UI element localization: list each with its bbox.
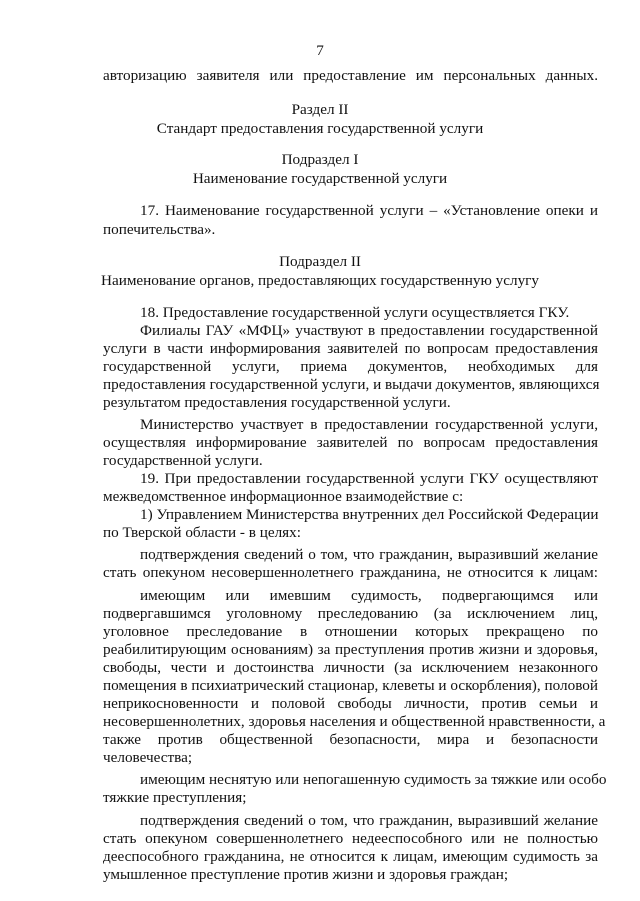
page-number: 7: [316, 42, 324, 59]
paragraph-line: неприкосновенности и половой свободы личности, против семьи и: [103, 695, 598, 712]
paragraph-line: предоставления государственной услуги, и выдачи документов, являющихся: [103, 376, 600, 393]
paragraph-line: уголовное преследование в отношении которых прекращено по: [103, 623, 598, 640]
paragraph-line: человечества;: [103, 749, 193, 766]
paragraph-line: 17. Наименование государственной услуги – «Установление опеки и: [140, 202, 598, 219]
paragraph-line: по Тверской области - в целях:: [103, 524, 301, 541]
subsection-heading: Подраздел II: [279, 253, 361, 270]
paragraph-line: несовершеннолетних, здоровья населения и общественной нравственности, а: [103, 713, 606, 730]
paragraph-line: также против общественной безопасности, мира и безопасности: [103, 731, 598, 748]
text-line: авторизацию заявителя или предоставление им персональных данных.: [103, 67, 598, 84]
paragraph-line: государственной услуги.: [103, 452, 263, 469]
paragraph-line: межведомственное информационное взаимодействие с:: [103, 488, 464, 505]
paragraph-line: имеющим неснятую или непогашенную судимость за тяжкие или особо: [140, 771, 607, 788]
paragraph-line: дееспособного гражданина, не относится к лицам, имеющим судимость за: [103, 848, 598, 865]
section-heading: Раздел II: [291, 101, 349, 118]
paragraph-line: результатом предоставления государственной услуги.: [103, 394, 451, 411]
paragraph-line: умышленное преступление против жизни и здоровья граждан;: [103, 866, 509, 883]
subsection-title: Наименование органов, предоставляющих государственную услугу: [100, 272, 539, 289]
paragraph-line: реабилитирующим основаниям) за преступления против жизни и здоровья,: [103, 641, 598, 658]
subsection-heading: Подраздел I: [281, 151, 359, 168]
paragraph-line: государственной услуги, приема документов, необходимых для: [103, 358, 598, 375]
paragraph-line: 1) Управлением Министерства внутренних дел Российской Федерации: [140, 506, 599, 523]
paragraph-line: тяжкие преступления;: [103, 789, 247, 806]
subsection-title: Наименование государственной услуги: [192, 170, 448, 187]
paragraph-line: 18. Предоставление государственной услуги осуществляется ГКУ.: [140, 304, 570, 321]
paragraph-line: подтверждения сведений о том, что гражданин, выразивший желание: [140, 546, 598, 563]
paragraph-line: стать опекуном несовершеннолетнего гражданина, не относится к лицам:: [103, 564, 598, 581]
paragraph-line: осуществляя информирование заявителей по вопросам предоставления: [103, 434, 598, 451]
paragraph-line: Министерство участвует в предоставлении государственной услуги,: [140, 416, 598, 433]
paragraph-line: помещения в психиатрический стационар, клеветы и оскорбления), половой: [103, 677, 598, 694]
paragraph-line: стать опекуном совершеннолетнего недееспособного или не полностью: [103, 830, 598, 847]
paragraph-line: подтверждения сведений о том, что гражданин, выразивший желание: [140, 812, 598, 829]
paragraph-line: 19. При предоставлении государственной услуги ГКУ осуществляют: [140, 470, 598, 487]
paragraph-line: попечительства».: [103, 221, 216, 238]
paragraph-line: имеющим или имевшим судимость, подвергающимся или: [140, 587, 598, 604]
paragraph-line: услуги в части информирования заявителей по вопросам предоставления: [103, 340, 598, 357]
paragraph-line: Филиалы ГАУ «МФЦ» участвуют в предоставлении государственной: [140, 322, 598, 339]
section-title: Стандарт предоставления государственной услуги: [156, 120, 484, 137]
paragraph-line: свободы, чести и достоинства личности (за исключением незаконного: [103, 659, 598, 676]
paragraph-line: подвергавшимся уголовному преследованию (за исключением лиц,: [103, 605, 598, 622]
